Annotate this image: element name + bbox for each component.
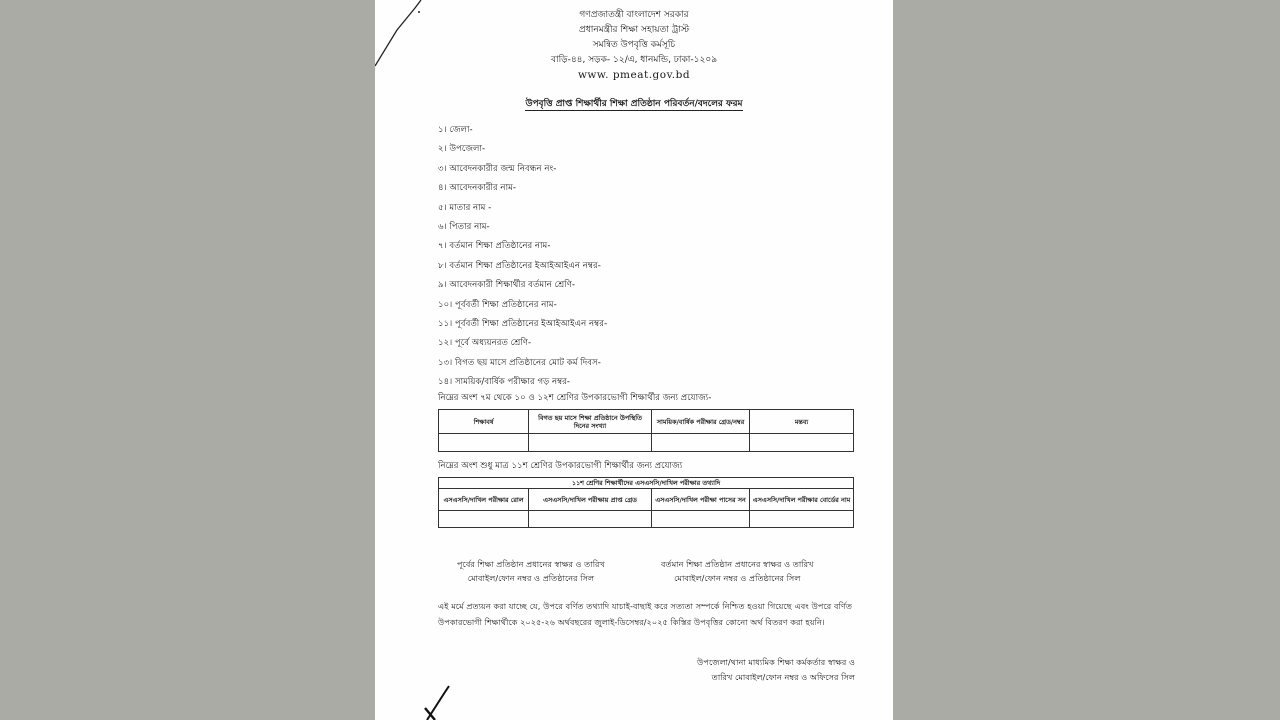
previous-head-signature-line2: মোবাইল/ফোন নম্বর ও প্রতিষ্ঠানের সিল	[467, 573, 595, 583]
cell-blank[interactable]	[529, 511, 652, 528]
th-attendance-days: বিগত ছয় মাসে শিক্ষা প্রতিষ্ঠানে উপস্থিতি দিনের সংখ্যা	[529, 410, 652, 434]
pen-mark-bottom	[421, 684, 461, 720]
th-ssc-year: এসএসসি/দাখিল পরীক্ষা পাসের সন	[652, 489, 750, 511]
form-title	[375, 96, 893, 111]
header-address: বাড়ি-৪৪, সড়ক- ১২/এ, ধানমন্ডি, ঢাকা-১২০৯	[550, 55, 718, 65]
ssc-table-caption: ১১শ শ্রেণির শিক্ষার্থীদের এসএসসি/দাখিল পরীক্ষার তথ্যাদি	[439, 478, 854, 489]
cell-blank[interactable]	[652, 434, 750, 452]
field-previous-institution: ১০। পূর্ববর্তী শিক্ষা প্রতিষ্ঠানের নাম-	[438, 299, 557, 310]
th-remarks: মন্তব্য	[750, 410, 854, 434]
th-ssc-board: এসএসসি/দাখিল পরীক্ষার বোর্ডের নাম	[750, 489, 854, 511]
header-government: গণপ্রজাতন্ত্রী বাংলাদেশ সরকার	[579, 10, 689, 20]
header-program: সমন্বিত উপবৃত্তি কর্মসূচি	[592, 40, 676, 50]
ssc-info-table	[438, 477, 854, 528]
field-previous-eiin: ১১। পূর্ববর্তী শিক্ষা প্রতিষ্ঠানের ইআইআইএন নম্বর-	[438, 318, 608, 329]
field-current-institution: ৭। বর্তমান শিক্ষা প্রতিষ্ঠানের নাম-	[438, 241, 551, 252]
field-current-eiin: ৮। বর্তমান শিক্ষা প্রতিষ্ঠানের ইআইআইএন নম্বর-	[438, 260, 601, 271]
th-ssc-roll: এসএসসি/দাখিল পরীক্ষার রোল	[439, 489, 529, 511]
certification-text: এই মর্মে প্রত্যয়ন করা যাচ্ছে যে, উপরে বর্ণিত তথ্যাদি যাচাই-বাছাই করে সত্যতা সম্পর্কে নিশ্চিত হওয়া গিয়েছে এবং উপরে বর্ণিত উপকারভোগী শিক্ষার্থীকে ২০২৫-২৬ অর্থবছরের জুলাই-ডিসেম্বর/২০২৫ কিস্তির উপবৃত্তির কোনো অর্থ বিতরণ করা হয়নি।	[438, 601, 852, 627]
header-website: www. pmeat.gov.bd	[577, 69, 691, 81]
form-title-text: উপবৃত্তি প্রাপ্ত শিক্ষার্থীর শিক্ষা প্রতিষ্ঠান পরিবর্তন/বদলের ফরম	[525, 99, 743, 109]
cell-blank[interactable]	[529, 434, 652, 452]
current-head-signature-line1: বর্তমান শিক্ষা প্রতিষ্ঠান প্রধানের স্বাক্ষর ও তারিখ	[661, 559, 814, 569]
current-head-signature-line2: মোবাইল/ফোন নম্বর ও প্রতিষ্ঠানের সিল	[674, 573, 801, 583]
field-mother-name: ৫। মাতার নাম -	[438, 202, 492, 213]
officer-signature-line2: তারিখ মোবাইল/ফোন নম্বর ও অফিসের সিল	[711, 672, 855, 682]
officer-signature-line1: উপজেলা/থানা মাধ্যমিক শিক্ষা কর্মকর্তার স্বাক্ষর ও	[697, 657, 855, 667]
field-average-marks: ১৪। সাময়িক/বার্ষিক পরীক্ষার গড় নম্বর-	[438, 377, 570, 388]
field-father-name: ৬। পিতার নাম-	[438, 221, 490, 232]
field-district: ১। জেলা-	[438, 125, 473, 135]
previous-head-signature-line1: পূর্বের শিক্ষা প্রতিষ্ঠান প্রধানের স্বাক্ষর ও তারিখ	[457, 559, 605, 569]
field-current-class: ৯। আবেদনকারী শিক্ষার্থীর বর্তমান শ্রেণি-	[438, 280, 576, 291]
cell-blank[interactable]	[439, 511, 529, 528]
cell-blank[interactable]	[750, 434, 854, 452]
attendance-table	[438, 409, 854, 452]
letterhead	[375, 8, 893, 83]
field-previous-class: ১২। পূর্বে অধ্যয়নরত শ্রেণি-	[438, 338, 532, 349]
previous-head-signature	[457, 557, 605, 585]
th-academic-year: শিক্ষাবর্ষ	[439, 410, 529, 434]
field-upazila: ২। উপজেলা-	[438, 144, 486, 155]
document-page	[375, 0, 893, 720]
note-class-11: নিম্নের অংশ শুধু মাত্র ১১শ শ্রেণির উপকারভোগী শিক্ষার্থীর জন্য প্রযোজ্য	[438, 461, 683, 471]
officer-signature	[697, 655, 855, 685]
field-birth-reg: ৩। আবেদনকারীর জন্ম নিবন্ধন নং-	[438, 163, 557, 174]
th-exam-grade: সাময়িক/বার্ষিক পরীক্ষার গ্রেড/নম্বর	[652, 410, 750, 434]
field-working-days: ১৩। বিগত ছয় মাসে প্রতিষ্ঠানের মোট কর্ম দিবস-	[438, 357, 601, 368]
cell-blank[interactable]	[652, 511, 750, 528]
cell-blank[interactable]	[439, 434, 529, 452]
cell-blank[interactable]	[750, 511, 854, 528]
field-applicant-name: ৪। আবেদনকারীর নাম-	[438, 183, 516, 194]
th-ssc-grade: এসএসসি/দাখিল পরীক্ষায় প্রাপ্ত গ্রেড	[529, 489, 652, 511]
note-class-7-10-12: নিম্নের অংশ ৭ম থেকে ১০ ও ১২শ শ্রেণির উপকারভোগী শিক্ষার্থীর জন্য প্রযোজ্য-	[438, 393, 712, 403]
form-fields	[438, 124, 607, 395]
current-head-signature	[661, 557, 814, 585]
header-trust: প্রধানমন্ত্রীর শিক্ষা সহায়তা ট্রাস্ট	[578, 25, 690, 35]
